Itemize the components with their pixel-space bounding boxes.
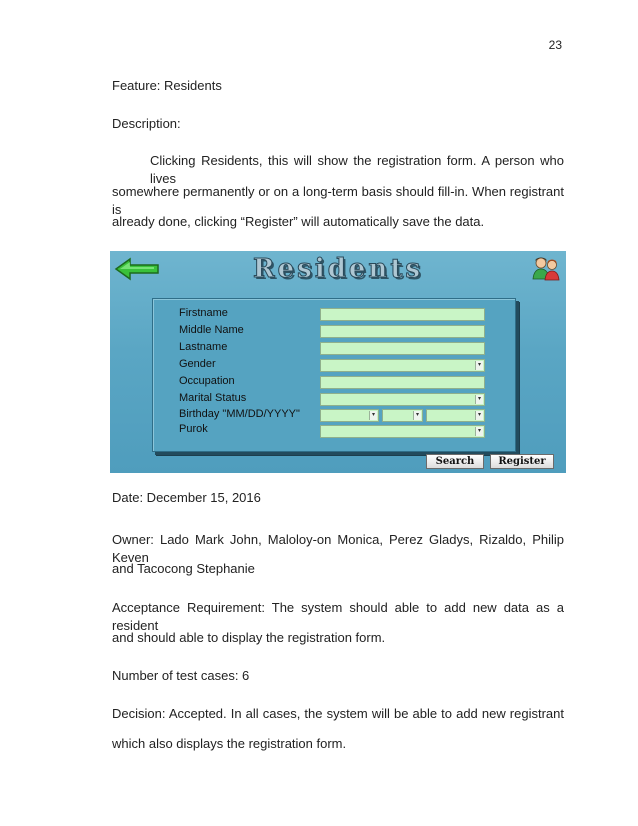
residents-screenshot [110, 251, 566, 473]
marital-status-label: Marital Status [179, 392, 247, 404]
middle-name-input[interactable] [320, 325, 485, 338]
birthday-year-select[interactable] [426, 409, 485, 422]
purok-label: Purok [179, 423, 208, 435]
purok-select[interactable] [320, 425, 485, 438]
birthday-day-select[interactable] [382, 409, 423, 422]
dropdown-arrow-icon[interactable]: ▾ [475, 427, 483, 436]
page-number: 23 [548, 38, 562, 52]
owner-line-1: Owner: Lado Mark John, Maloloy-on Monica, Perez Gladys, Rizaldo, Philip Keven [112, 532, 564, 565]
occupation-label: Occupation [179, 375, 235, 387]
description-line-3: already done, clicking “Register” will automatically save the data. [112, 214, 485, 229]
date-line: Date: December 15, 2016 [112, 490, 261, 505]
residents-title: Residents [253, 254, 423, 284]
birthday-label: Birthday "MM/DD/YYYY" [179, 408, 300, 420]
test-cases-line: Number of test cases: 6 [112, 668, 250, 683]
marital-status-select[interactable] [320, 393, 485, 406]
acceptance-line-1: Acceptance Requirement: The system should able to add new data as a resident [112, 600, 564, 633]
owner-line-2: and Tacocong Stephanie [112, 561, 255, 576]
description-heading: Description: [112, 116, 181, 131]
dropdown-arrow-icon[interactable]: ▾ [475, 361, 483, 370]
search-button[interactable]: Search [426, 454, 484, 469]
description-line-2: somewhere permanently or on a long-term basis should fill-in. When registrant is [112, 184, 564, 217]
lastname-input[interactable] [320, 342, 485, 355]
acceptance-line-2: and should able to display the registration form. [112, 630, 386, 645]
firstname-input[interactable] [320, 308, 485, 321]
dropdown-arrow-icon[interactable]: ▾ [413, 411, 421, 420]
registration-form [152, 298, 516, 452]
dropdown-arrow-icon[interactable]: ▾ [475, 395, 483, 404]
register-button[interactable]: Register [490, 454, 554, 469]
lastname-label: Lastname [179, 341, 228, 353]
people-icon[interactable] [532, 255, 560, 281]
decision-line-1: Decision: Accepted. In all cases, the system will be able to add new registrant [112, 706, 564, 721]
decision-line-2: which also displays the registration form. [112, 736, 347, 751]
feature-line: Feature: Residents [112, 78, 222, 93]
firstname-label: Firstname [179, 307, 228, 319]
birthday-month-select[interactable] [320, 409, 379, 422]
occupation-input[interactable] [320, 376, 485, 389]
dropdown-arrow-icon[interactable]: ▾ [369, 411, 377, 420]
gender-select[interactable] [320, 359, 485, 372]
middle-name-label: Middle Name [179, 324, 244, 336]
gender-label: Gender [179, 358, 216, 370]
description-line-1: Clicking Residents, this will show the registration form. A person who lives [150, 153, 564, 186]
dropdown-arrow-icon[interactable]: ▾ [475, 411, 483, 420]
back-arrow-icon[interactable] [114, 257, 162, 281]
